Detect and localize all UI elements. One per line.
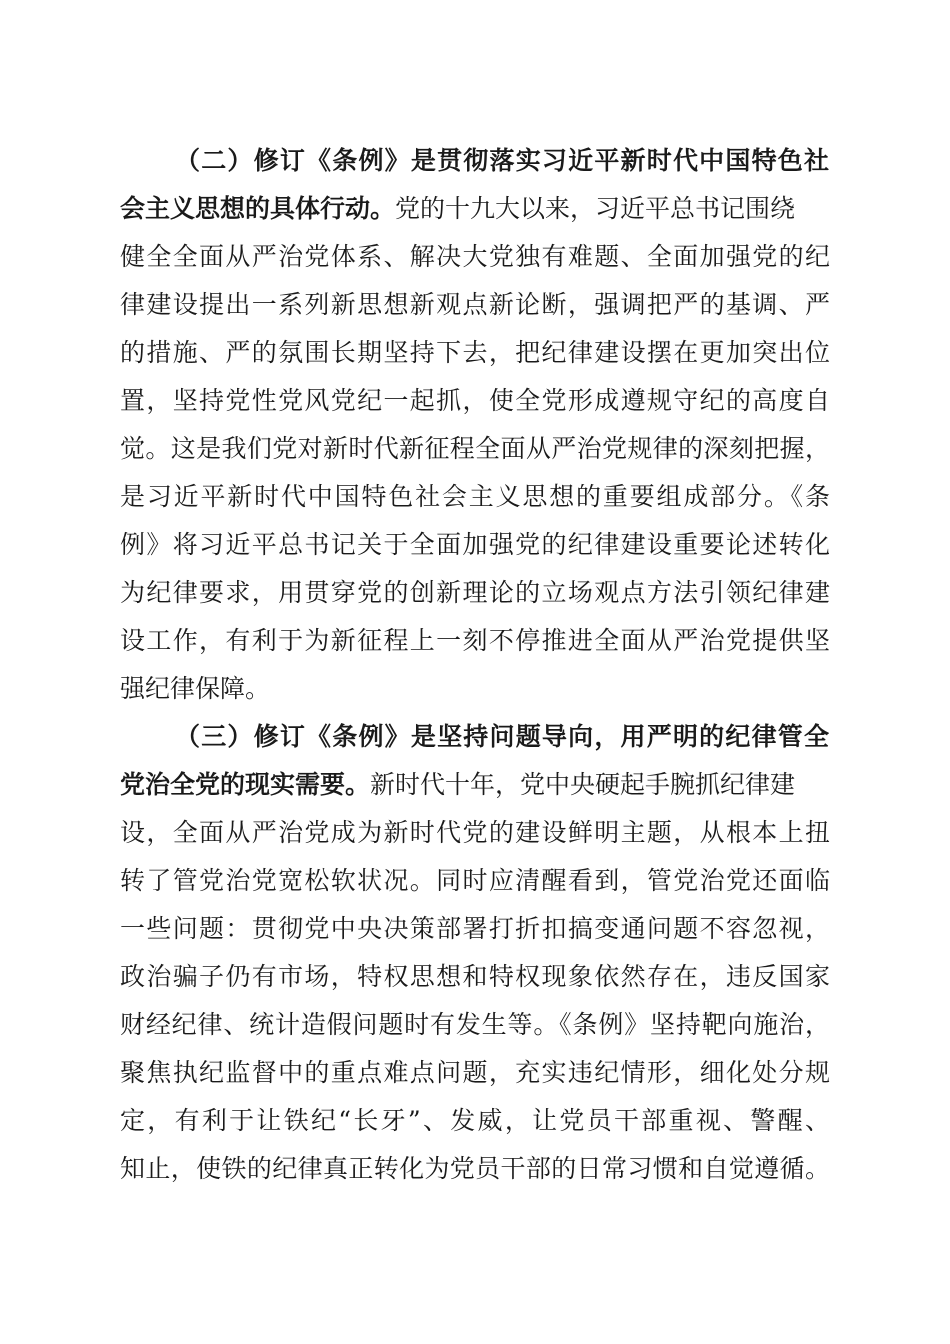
- paragraph-3-line-2: [120, 766, 830, 804]
- paragraph-3-body-line: 一些问题：贯彻党中央决策部署打折扣搞变通问题不容忽视，: [120, 914, 830, 943]
- paragraph-3-body-line: 知止，使铁的纪律真正转化为党员干部的日常习惯和自觉遵循。: [120, 1154, 830, 1183]
- paragraph-2-body-line: 为纪律要求，用贯穿党的创新理论的立场观点方法引领纪律建: [120, 578, 830, 607]
- paragraph-3-body-line: 设，全面从严治党成为新时代党的建设鲜明主题，从根本上扭: [120, 818, 830, 847]
- paragraph-3-body-line: 政治骗子仍有市场，特权思想和特权现象依然存在，违反国家: [120, 962, 830, 991]
- paragraph-2-heading-line-2: 会主义思想的具体行动。: [120, 194, 396, 223]
- paragraph-3-heading-line-1: （三）修订《条例》是坚持问题导向，用严明的纪律管全: [175, 722, 829, 751]
- paragraph-2-body-line: 是习近平新时代中国特色社会主义思想的重要组成部分。《条: [120, 482, 830, 511]
- paragraph-2-body-line: 律建设提出一系列新思想新观点新论断，强调把严的基调、严: [120, 290, 830, 319]
- paragraph-2-body-line: 例》将习近平总书记关于全面加强党的纪律建设重要论述转化: [120, 530, 830, 559]
- paragraph-2-body-line: 强纪律保障。: [120, 674, 271, 703]
- paragraph-3-body-line: 定，有利于让铁纪“长牙”、发威，让党员干部重视、警醒、: [120, 1106, 830, 1135]
- paragraph-3-body-line: 聚焦执纪监督中的重点难点问题，充实违纪情形，细化处分规: [120, 1058, 830, 1087]
- paragraph-2-body-line: 健全全面从严治党体系、解决大党独有难题、全面加强党的纪: [120, 242, 830, 271]
- paragraph-3-heading-line-2: 党治全党的现实需要。: [120, 770, 371, 799]
- paragraph-2-body-line: 的措施、严的氛围长期坚持下去，把纪律建设摆在更加突出位: [120, 338, 830, 367]
- paragraph-3-body-line: 转了管党治党宽松软状况。同时应清醒看到，管党治党还面临: [120, 866, 830, 895]
- paragraph-2-body-line: 设工作，有利于为新征程上一刻不停推进全面从严治党提供坚: [120, 626, 830, 655]
- paragraph-2-line-2: [120, 190, 830, 228]
- paragraph-2-heading-line-1: （二）修订《条例》是贯彻落实习近平新时代中国特色社: [175, 146, 829, 175]
- paragraph-2-body-line: 党的十九大以来，习近平总书记围绕: [395, 194, 796, 223]
- paragraph-3-body-line: 新时代十年，党中央硬起手腕抓纪律建: [370, 770, 796, 799]
- paragraph-2-body-line: 觉。这是我们党对新时代新征程全面从严治党规律的深刻把握，: [120, 434, 830, 463]
- paragraph-2-body-line: 置，坚持党性党风党纪一起抓，使全党形成遵规守纪的高度自: [120, 386, 830, 415]
- paragraph-3-body-line: 财经纪律、统计造假问题时有发生等。《条例》坚持靶向施治，: [120, 1010, 830, 1039]
